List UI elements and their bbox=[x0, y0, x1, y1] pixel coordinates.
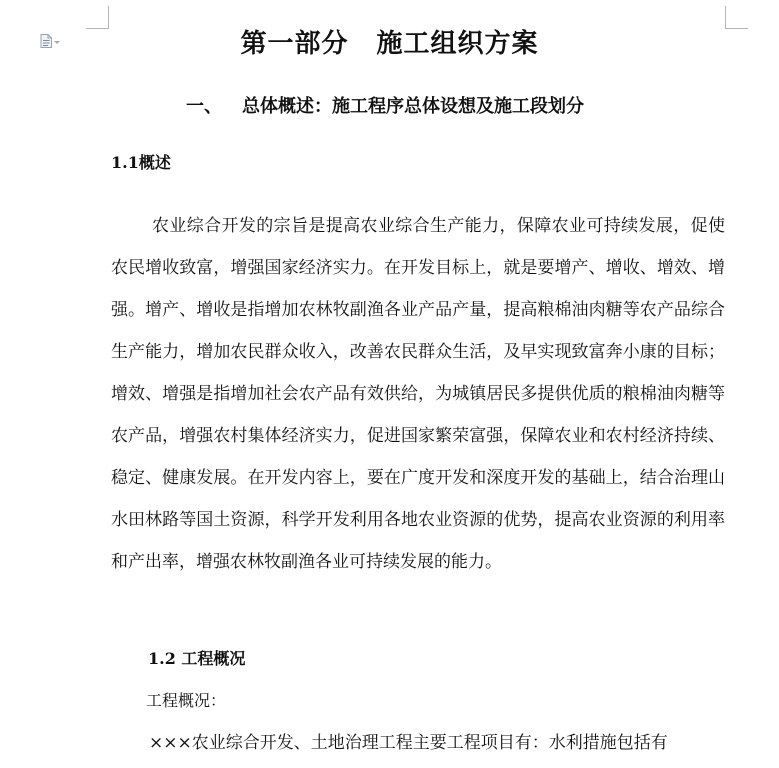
page-title bbox=[0, 24, 779, 64]
overview-paragraph: 农业综合开发的宗旨是提高农业综合生产能力，保障农业可持续发展，促使农民增收致富，增强国家经济实力。在开发目标上，就是要增产、增收、增效、增强。增产、增收是指增加农林牧副渔各业产品产量，提高粮棉油肉糖等农产品综合生产能力，增加农民群众收入，改善农民群众生活，及早实现致富奔小康的目标；增效、增强是指增加社会农产品有效供给，为城镇居民多提供优质的粮棉油肉糖等农产品，增强农村集体经济实力，促进国家繁荣富强，保障农业和农村经济持续、稳定、健康发展。在开发内容上，要在广度开发和深度开发的基础上，结合治理山水田林路等国土资源，科学开发利用各地农业资源的优势，提高农业资源的利用率和产出率，增强农林牧副渔各业可持续发展的能力。 bbox=[111, 216, 725, 572]
section-heading bbox=[186, 92, 584, 122]
project-items-line: ×××农业综合开发、土地治理工程主要工程项目有：水利措施包括有 bbox=[149, 733, 668, 753]
overview-label: 工程概况： bbox=[146, 691, 227, 710]
title-main: 施工组织方案 bbox=[376, 29, 539, 59]
section-title: 总体概述：施工程序总体设想及施工段划分 bbox=[242, 96, 584, 117]
subsection-heading-1: 1.1概述 bbox=[111, 153, 171, 172]
title-part: 第一部分 bbox=[240, 29, 349, 59]
subsection-heading-2: 1.2 工程概况 bbox=[148, 649, 246, 668]
section-number: 一、 bbox=[186, 96, 222, 117]
